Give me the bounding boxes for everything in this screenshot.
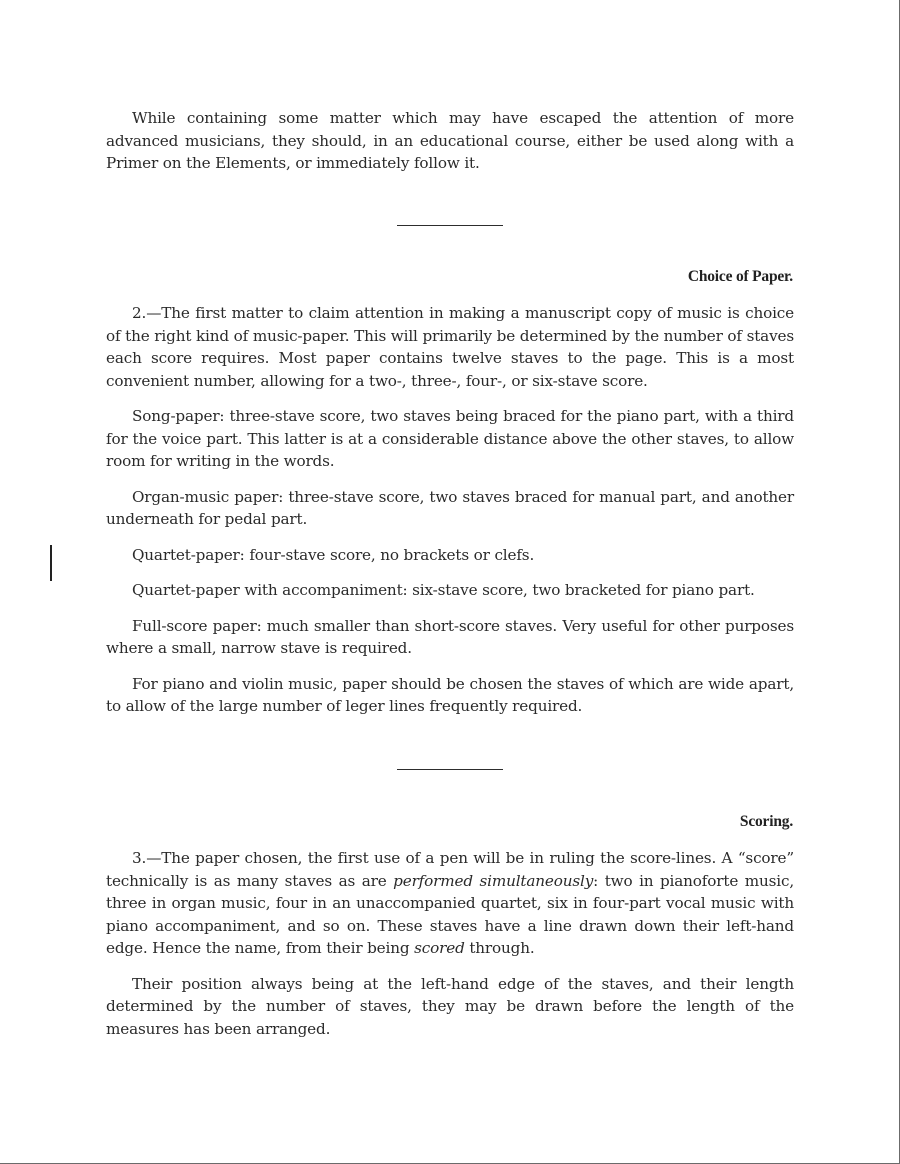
scoring-text: through.	[464, 939, 535, 957]
scoring-paragraph-2: Their position always being at the left-hand edge of the staves, and their length determined by the number of staves, they may be drawn before the length of the measures has been arranged.	[106, 974, 794, 1038]
heading-choice-of-paper: Choice of Paper.	[687, 268, 793, 285]
paper-section	[106, 302, 794, 718]
scoring-emphasis: performed simultaneously	[393, 871, 594, 890]
paper-paragraph-2: Song-paper: three-stave score, two staves being braced for the piano part, with a third for the voice part. This latter is at a considerable distance above the other staves, to allow room for writing in the words.	[106, 407, 794, 470]
paper-paragraph-1: 2.—The first matter to claim attention in making a manuscript copy of music is choice of the right kind of music-paper. This will primarily be determined by the number of staves each score requires. Most paper contains twelve staves to the page. This is a most convenient number, allowing for a two-, three-, four-, or six-stave score.	[106, 304, 794, 390]
heading-scoring: Scoring.	[739, 813, 793, 830]
scoring-paragraph-1	[106, 847, 794, 960]
paper-paragraph-3: Organ-music paper: three-stave score, two staves braced for manual part, and another underneath for pedal part.	[106, 487, 794, 528]
scoring-section	[106, 847, 794, 1040]
section-divider	[397, 769, 503, 770]
scoring-emphasis: scored	[414, 939, 465, 957]
text-cursor	[50, 545, 52, 581]
paper-paragraph-5: Quartet-paper with accompaniment: six-stave score, two bracketed for piano part.	[132, 581, 755, 599]
paper-paragraph-6: Full-score paper: much smaller than short-score staves. Very useful for other purposes where a small, narrow stave is required.	[106, 616, 794, 657]
paper-paragraph-4: Quartet-paper: four-stave score, no brackets or clefs.	[132, 545, 535, 564]
intro-section	[106, 107, 794, 175]
scoring-text: 3.—The paper chosen, the first use of a pen will be in ruling the score-lines. A “score” technically is as many staves as are	[106, 849, 794, 890]
section-divider	[397, 225, 503, 226]
paper-paragraph-7: For piano and violin music, paper should be chosen the staves of which are wide apart, to allow of the large number of leger lines frequently required.	[106, 674, 794, 715]
intro-paragraph: While containing some matter which may have escaped the attention of more advanced musicians, they should, in an educational course, either be used along with a Primer on the Elements, or immediately follow it.	[106, 109, 794, 172]
scoring-text: : two in pianoforte music, three in organ music, four in an unaccompanied quartet, six in four-part vocal music with piano accompaniment, and so on. These staves have a line drawn down their left-hand edge. Hence the name, from their being	[106, 871, 795, 957]
